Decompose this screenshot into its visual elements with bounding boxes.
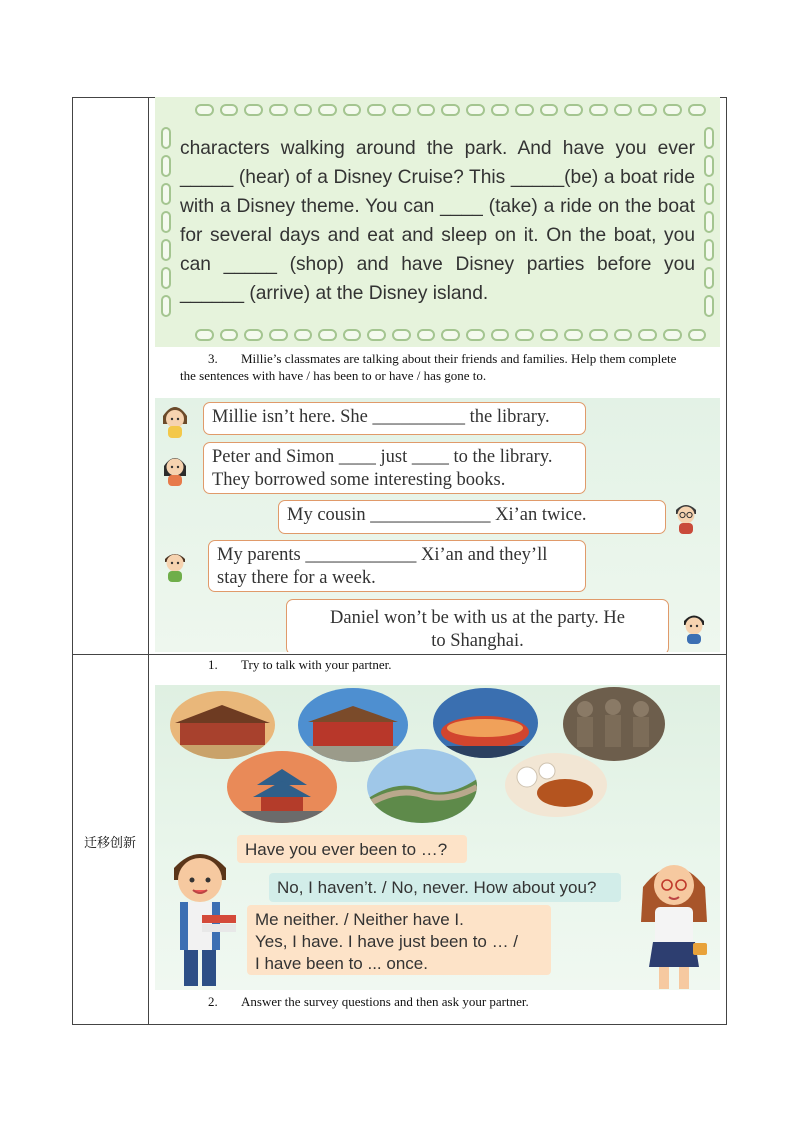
bubble-daniel: [286, 599, 669, 652]
exercise1-number: 1.: [208, 657, 218, 672]
great-wall-image: [367, 749, 477, 823]
girl-character-icon: [633, 847, 715, 990]
bubble-text-line1: My parents ____________ Xi’an and they’ll: [217, 545, 548, 565]
speech-text: Have you ever been to …?: [245, 840, 448, 859]
bubble-text-line2: They borrowed some interesting books.: [212, 470, 506, 490]
bubble-text-line1: Daniel won’t be with us at the party. He: [330, 608, 625, 628]
exercise2-instruction: Answer the survey questions and then ask your partner.: [241, 994, 529, 1009]
tiananmen-image: [298, 688, 408, 762]
speech-line2: Yes, I have. I have just been to … /: [255, 932, 519, 951]
bubble-text-line2: stay there for a week.: [217, 568, 376, 588]
bubble-text-line2: to Shanghai.: [431, 631, 524, 651]
boy-glasses-avatar-icon: [671, 498, 701, 534]
speech-line1: Me neither. / Neither have I.: [255, 910, 464, 929]
temple-of-heaven-image: [227, 751, 337, 823]
column-divider: [148, 97, 149, 1025]
forbidden-city-image: [170, 691, 275, 759]
bubble-text: Millie isn’t here. She __________ the library.: [212, 407, 550, 427]
exercise3-instruction-line2: the sentences with have / has been to or have / has gone to.: [180, 368, 487, 383]
peking-duck-food-image: [505, 753, 607, 817]
speech-text: No, I haven’t. / No, never. How about you?: [277, 878, 597, 897]
exercise3-number: 3.: [208, 351, 218, 366]
exercise1-instruction: Try to talk with your partner.: [241, 657, 392, 672]
passage-box: [155, 97, 720, 347]
speech-responses: [247, 905, 551, 975]
dashed-border-right: [704, 127, 714, 317]
bubble-text: My cousin _____________ Xi’an twice.: [287, 505, 587, 525]
dashed-border-bottom: [195, 329, 706, 339]
speech-have-you-ever: [237, 835, 467, 863]
passage-text: characters walking around the park. And have you ever _____ (hear) of a Disney Cruise? This _____(be) a boat ride with a Disney theme. You can ____ (take) a ride on the boat for several days and eat and sleep on it. On the boat, you can _____ (shop) and have Disney parties before you ______ (arrive) at the Disney island.: [180, 138, 695, 304]
boy-avatar-icon: [160, 546, 190, 582]
boy-character-icon: [160, 840, 240, 990]
bubble-cousin: [278, 500, 666, 534]
row-divider: [72, 654, 727, 655]
chat-illustration: [155, 398, 720, 652]
terracotta-warriors-image: [563, 687, 665, 761]
bubble-millie: [203, 402, 586, 435]
bubble-peter-simon: [203, 442, 586, 494]
birds-nest-stadium-image: [433, 688, 538, 758]
boy2-avatar-icon: [679, 608, 709, 644]
dashed-border-left: [161, 127, 171, 317]
girl2-avatar-icon: [160, 450, 190, 486]
speech-line3: I have been to ... once.: [255, 954, 428, 973]
exercise3-instruction-line1: Millie’s classmates are talking about their friends and families. Help them complete: [241, 351, 677, 366]
section-label: 迁移创新: [83, 836, 136, 851]
speech-no-i-havent: [269, 873, 621, 902]
bubble-parents: [208, 540, 586, 592]
exercise2-number: 2.: [208, 994, 218, 1009]
landmarks-dialogue-illustration: [155, 685, 720, 990]
girl-avatar-icon: [160, 402, 190, 438]
bubble-text-line1: Peter and Simon ____ just ____ to the library.: [212, 447, 553, 467]
dashed-border-top: [195, 104, 706, 114]
